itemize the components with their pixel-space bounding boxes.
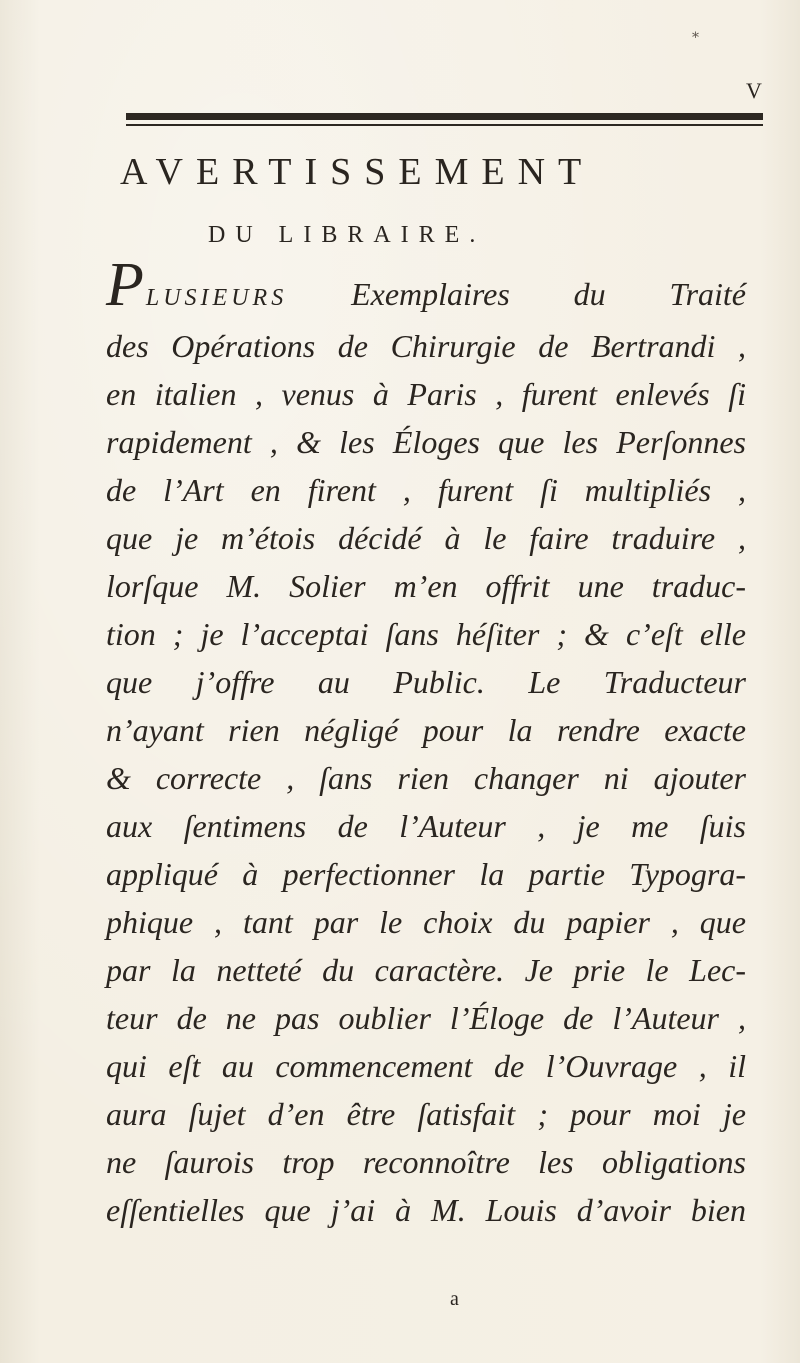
paragraph-line: que je m’étois décidé à le faire traduire , <box>106 520 746 556</box>
line-text: Exemplaires du Traité <box>351 276 747 312</box>
notice-paragraph <box>106 251 747 1234</box>
page-title: AVERTISSEMENT <box>120 151 595 193</box>
drop-cap: P <box>106 251 144 319</box>
paragraph-line: eſſentielles que j’ai à M. Louis d’avoir bien <box>106 1192 746 1228</box>
paragraph-line: lorſque M. Solier m’en offrit une traduc- <box>106 568 746 604</box>
paragraph-line: qui eſt au commencement de l’Ouvrage , il <box>106 1048 746 1084</box>
printer-mark: * <box>692 30 699 46</box>
paragraph-line: des Opérations de Chirurgie de Bertrandi , <box>106 328 746 364</box>
paragraph-line: phique , tant par le choix du papier , que <box>106 904 746 940</box>
paragraph-line: en italien , venus à Paris , furent enlevés ſi <box>106 376 746 412</box>
header-rule <box>126 113 763 120</box>
paragraph-line: par la netteté du caractère. Je prie le Lec- <box>106 952 746 988</box>
paragraph-line: & correcte , ſans rien changer ni ajouter <box>106 760 746 796</box>
paragraph-line: de l’Art en firent , furent ſi multipliés , <box>106 472 746 508</box>
paragraph-line: que j’offre au Public. Le Traducteur <box>106 664 746 700</box>
page-number: V <box>746 78 763 103</box>
signature-mark: a <box>450 1288 459 1310</box>
page-subtitle: DU LIBRAIRE. <box>208 222 486 248</box>
paragraph-line: rapidement , & les Éloges que les Perſonnes <box>106 424 746 460</box>
paragraph-line: aura ſujet d’en être ſatisfait ; pour moi je <box>106 1096 746 1132</box>
paragraph-line: appliqué à perfectionner la partie Typogra- <box>106 856 746 892</box>
paragraph-line: teur de ne pas oublier l’Éloge de l’Auteur , <box>106 1000 746 1036</box>
paragraph-line-1 <box>106 251 747 322</box>
first-word: LUSIEURS <box>145 285 288 311</box>
paragraph-line: n’ayant rien négligé pour la rendre exacte <box>106 712 746 748</box>
paragraph-line: aux ſentimens de l’Auteur , je me ſuis <box>106 808 746 844</box>
paragraph-line: tion ; je l’acceptai ſans héſiter ; & c’eſt elle <box>106 616 746 652</box>
header-rule-thin <box>126 124 763 126</box>
paragraph-line: ne ſaurois trop reconnoître les obligations <box>106 1144 746 1180</box>
